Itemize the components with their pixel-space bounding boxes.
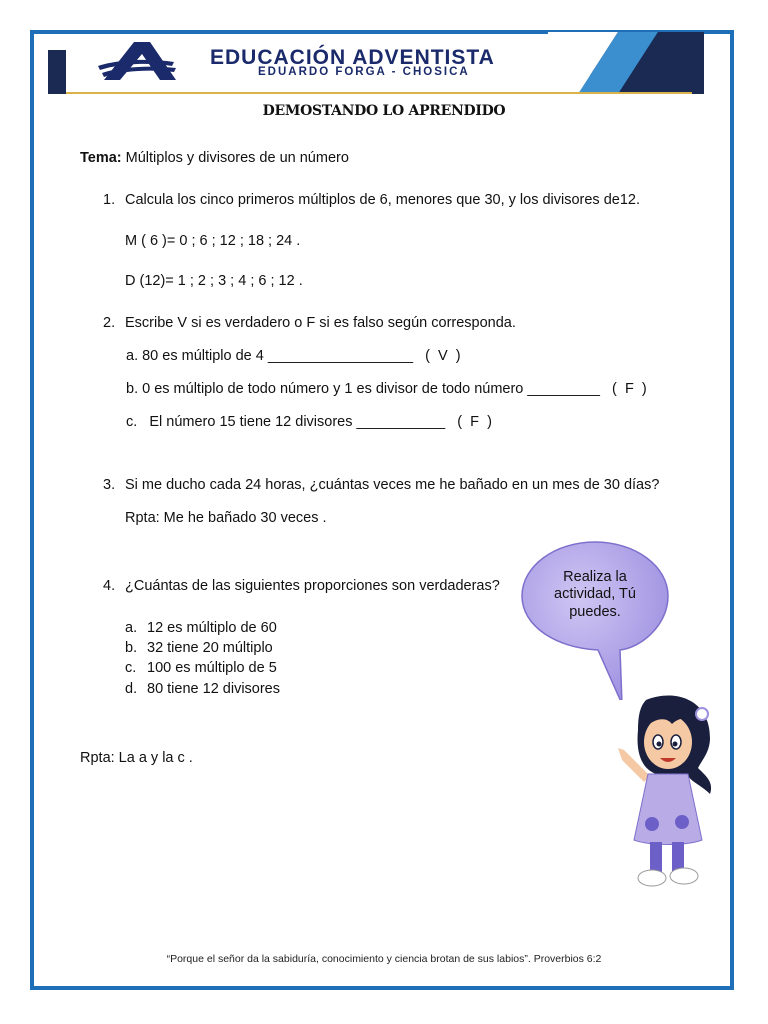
question-2	[103, 315, 516, 332]
bubble-line: puedes.	[569, 603, 621, 620]
org-name: EDUCACIÓN ADVENTISTA	[210, 46, 495, 69]
item-text: 100 es múltiplo de 5	[147, 660, 277, 676]
bubble-line: actividad, Tú	[554, 586, 636, 603]
bubble-line: Realiza la	[563, 569, 627, 585]
item-text: 80 tiene 12 divisores	[147, 681, 280, 697]
question-number: 4.	[103, 578, 116, 594]
list-item	[125, 640, 273, 657]
question-number: 3.	[103, 477, 116, 493]
tema-text: Múltiplos y divisores de un número	[121, 150, 349, 166]
question-1	[103, 192, 640, 209]
item-letter: d.	[125, 681, 138, 697]
tema-label: Tema:	[80, 150, 122, 166]
question-text: ¿Cuántas de las siguientes proporciones son verdaderas?	[125, 578, 500, 594]
question-text: Calcula los cinco primeros múltiplos de 6, menores que 30, y los divisores de12.	[125, 192, 640, 208]
list-item	[125, 681, 280, 698]
item-letter: c.	[125, 660, 137, 676]
answer-divisors: D (12)= 1 ; 2 ; 3 ; 4 ; 6 ; 12 .	[125, 273, 303, 289]
adventist-a-logo-icon	[96, 40, 180, 82]
item-text: 32 tiene 20 múltiplo	[147, 640, 273, 656]
cartoon-girl-icon	[606, 690, 726, 900]
item-text: 12 es múltiplo de 60	[147, 620, 277, 636]
tema-line	[80, 150, 349, 167]
question-3	[103, 477, 659, 494]
list-item	[125, 660, 277, 677]
header-band-left	[48, 50, 66, 94]
document-title: DEMOSTANDO LO APRENDIDO	[262, 103, 506, 119]
true-false-item: a. 80 es múltiplo de 4 __________________ ( V )	[126, 348, 461, 364]
final-answer: Rpta: La a y la c .	[80, 750, 193, 766]
question-number: 1.	[103, 192, 116, 208]
item-letter: a.	[125, 620, 138, 636]
true-false-item: b. 0 es múltiplo de todo número y 1 es divisor de todo número _________ ( F )	[126, 381, 647, 397]
question-text: Si me ducho cada 24 horas, ¿cuántas veces me he bañado en un mes de 30 días?	[125, 477, 660, 493]
header-band-right-decoration	[548, 32, 704, 94]
answer-multiples: M ( 6 )= 0 ; 6 ; 12 ; 18 ; 24 .	[125, 233, 301, 249]
question-4	[103, 578, 500, 595]
list-item	[125, 620, 277, 637]
org-campus: EDUARDO FORGA - CHOSICA	[258, 66, 470, 78]
speech-bubble-text	[534, 569, 656, 621]
answer-q3: Rpta: Me he bañado 30 veces .	[125, 510, 327, 526]
question-text: Escribe V si es verdadero o F si es falso según corresponda.	[125, 315, 516, 331]
item-letter: b.	[125, 640, 138, 656]
footer-quote: “Porque el señor da la sabiduría, conocimiento y ciencia brotan de sus labios”. Proverbios 6:2	[166, 953, 602, 965]
true-false-item: c. El número 15 tiene 12 divisores ___________ ( F )	[126, 414, 492, 430]
header-gold-divider	[66, 92, 692, 94]
question-number: 2.	[103, 315, 116, 331]
